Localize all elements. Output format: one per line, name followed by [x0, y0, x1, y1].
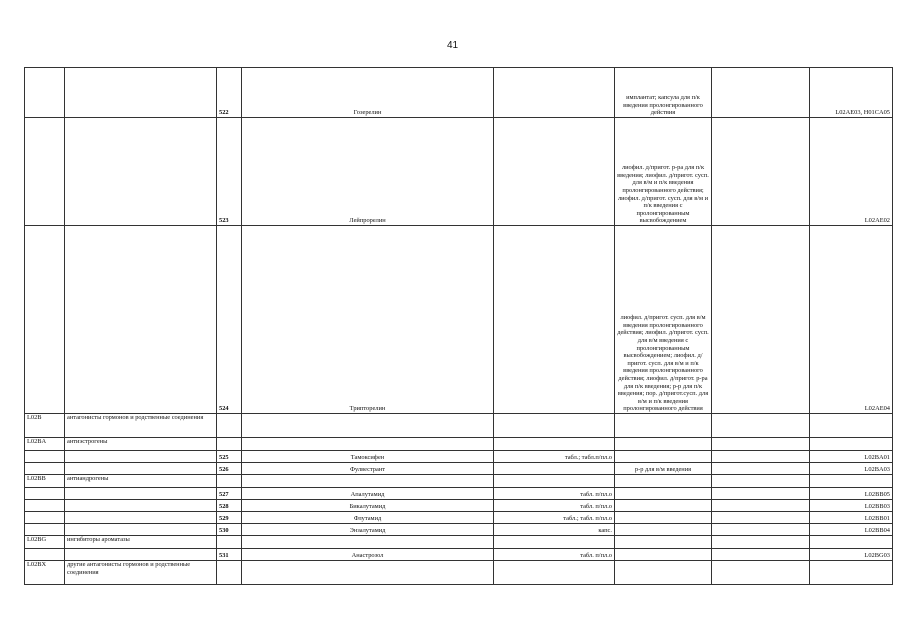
- table-row: [25, 524, 893, 536]
- empty-cell: [712, 488, 810, 500]
- row-number-cell: [217, 536, 242, 549]
- row-number-cell: 523: [217, 118, 242, 226]
- dosage-form-alt-cell: [615, 500, 712, 512]
- atc-code-cell: [25, 512, 65, 524]
- empty-cell: [712, 549, 810, 561]
- group-name-cell: [65, 524, 217, 536]
- dosage-form-alt-cell: лиофил. д/пригот. сусп. для в/м введения пролонгированного действия; лиофил. д/пригот. сусп. для в/м введения с пролонгированным высвобождением; лиофил. д/пригот. сусп. для в/м и п/к введения пролонгированного действия; лиофил. д/пригот. р-ра для п/к введения; р-р для п/к введения; пор. д/пригот.сусп. для в/м и п/к введения пролонгированного действия: [615, 226, 712, 414]
- dosage-form-alt-cell: [615, 488, 712, 500]
- atc-code-cell: [25, 500, 65, 512]
- drug-name-cell: Апалутамид: [242, 488, 494, 500]
- drug-name-cell: [242, 536, 494, 549]
- atc-code-cell: [25, 549, 65, 561]
- row-number-cell: 522: [217, 68, 242, 118]
- drug-name-cell: [242, 438, 494, 451]
- table-row: [25, 438, 893, 451]
- atc-code-cell: L02BX: [25, 561, 65, 585]
- dosage-form-cell: [494, 438, 615, 451]
- dosage-form-alt-cell: имплантат; капсула для п/к введения пролонгированного действия: [615, 68, 712, 118]
- row-number-cell: 526: [217, 463, 242, 475]
- row-number-cell: [217, 414, 242, 438]
- group-name-cell: [65, 451, 217, 463]
- empty-cell: [712, 68, 810, 118]
- atc-code-cell: L02BB: [25, 475, 65, 488]
- group-name-cell: [65, 500, 217, 512]
- dosage-form-cell: [494, 118, 615, 226]
- empty-cell: [712, 475, 810, 488]
- empty-cell: [712, 414, 810, 438]
- row-number-cell: 528: [217, 500, 242, 512]
- table-row: [25, 118, 893, 226]
- dosage-form-alt-cell: [615, 549, 712, 561]
- atc-reference-cell: L02AE02: [810, 118, 893, 226]
- table-row: [25, 500, 893, 512]
- group-name-cell: [65, 488, 217, 500]
- dosage-form-alt-cell: [615, 451, 712, 463]
- drug-name-cell: Анастрозол: [242, 549, 494, 561]
- atc-reference-cell: [810, 561, 893, 585]
- table-row: [25, 549, 893, 561]
- dosage-form-alt-cell: [615, 536, 712, 549]
- dosage-form-cell: [494, 463, 615, 475]
- dosage-form-alt-cell: р-р для в/м введения: [615, 463, 712, 475]
- row-number-cell: [217, 475, 242, 488]
- drug-name-cell: Флутамид: [242, 512, 494, 524]
- dosage-form-cell: [494, 561, 615, 585]
- row-number-cell: [217, 438, 242, 451]
- atc-code-cell: [25, 524, 65, 536]
- atc-code-cell: [25, 463, 65, 475]
- empty-cell: [712, 438, 810, 451]
- atc-reference-cell: [810, 414, 893, 438]
- atc-reference-cell: L02BA03: [810, 463, 893, 475]
- row-number-cell: 529: [217, 512, 242, 524]
- dosage-form-alt-cell: лиофил. д/пригот. р-ра для п/к введения; лиофил. д/пригот. сусп. для в/м и п/к введения пролонгированного действия; лиофил. д/пригот. сусп. для в/м и п/к введения с пролонгированным высвобождением: [615, 118, 712, 226]
- drug-name-cell: [242, 475, 494, 488]
- group-name-cell: [65, 226, 217, 414]
- row-number-cell: 525: [217, 451, 242, 463]
- drug-name-cell: [242, 561, 494, 585]
- dosage-form-cell: [494, 536, 615, 549]
- atc-reference-cell: L02BB01: [810, 512, 893, 524]
- dosage-form-cell: табл.; табл.п/пл.о: [494, 451, 615, 463]
- atc-code-cell: L02BG: [25, 536, 65, 549]
- atc-reference-cell: [810, 536, 893, 549]
- atc-code-cell: [25, 118, 65, 226]
- dosage-form-alt-cell: [615, 512, 712, 524]
- empty-cell: [712, 524, 810, 536]
- empty-cell: [712, 536, 810, 549]
- row-number-cell: 530: [217, 524, 242, 536]
- atc-code-cell: [25, 488, 65, 500]
- group-name-cell: [65, 463, 217, 475]
- drug-name-cell: Лейпрорелин: [242, 118, 494, 226]
- atc-reference-cell: L02BB03: [810, 500, 893, 512]
- empty-cell: [712, 226, 810, 414]
- table-row: [25, 488, 893, 500]
- empty-cell: [712, 463, 810, 475]
- atc-code-cell: L02B: [25, 414, 65, 438]
- group-name-cell: [65, 118, 217, 226]
- table-row: [25, 68, 893, 118]
- drug-name-cell: Энзалутамид: [242, 524, 494, 536]
- empty-cell: [712, 512, 810, 524]
- dosage-form-cell: табл. п/пл.о: [494, 500, 615, 512]
- drug-name-cell: [242, 414, 494, 438]
- empty-cell: [712, 451, 810, 463]
- group-name-cell: антагонисты гормонов и родственные соединения: [65, 414, 217, 438]
- group-name-cell: ингибиторы ароматазы: [65, 536, 217, 549]
- atc-reference-cell: L02BA01: [810, 451, 893, 463]
- group-name-cell: [65, 512, 217, 524]
- table-row: [25, 536, 893, 549]
- row-number-cell: 524: [217, 226, 242, 414]
- row-number-cell: 527: [217, 488, 242, 500]
- table-row: [25, 463, 893, 475]
- dosage-form-cell: [494, 68, 615, 118]
- dosage-form-cell: [494, 226, 615, 414]
- dosage-form-alt-cell: [615, 524, 712, 536]
- dosage-form-cell: [494, 414, 615, 438]
- atc-code-cell: L02BA: [25, 438, 65, 451]
- atc-reference-cell: L02BG03: [810, 549, 893, 561]
- dosage-form-alt-cell: [615, 561, 712, 585]
- empty-cell: [712, 500, 810, 512]
- atc-reference-cell: [810, 475, 893, 488]
- group-name-cell: [65, 549, 217, 561]
- dosage-form-cell: [494, 475, 615, 488]
- dosage-form-cell: табл. п/пл.о: [494, 549, 615, 561]
- dosage-form-cell: табл.; табл. п/пл.о: [494, 512, 615, 524]
- drug-name-cell: Бикалутамид: [242, 500, 494, 512]
- empty-cell: [712, 561, 810, 585]
- dosage-form-alt-cell: [615, 438, 712, 451]
- drug-table: [24, 67, 893, 585]
- empty-cell: [712, 118, 810, 226]
- table-row: [25, 451, 893, 463]
- dosage-form-alt-cell: [615, 475, 712, 488]
- atc-code-cell: [25, 451, 65, 463]
- table-row: [25, 512, 893, 524]
- group-name-cell: антиандрогены: [65, 475, 217, 488]
- drug-name-cell: Трипторелин: [242, 226, 494, 414]
- atc-reference-cell: L02AE03, H01CA05: [810, 68, 893, 118]
- table-row: [25, 226, 893, 414]
- table-row: [25, 561, 893, 585]
- table-row: [25, 414, 893, 438]
- drug-name-cell: Гозерелин: [242, 68, 494, 118]
- group-name-cell: антиэстрогены: [65, 438, 217, 451]
- group-name-cell: другие антагонисты гормонов и родственные соединения: [65, 561, 217, 585]
- drug-name-cell: Тамоксифен: [242, 451, 494, 463]
- atc-reference-cell: [810, 438, 893, 451]
- dosage-form-cell: табл. п/пл.о: [494, 488, 615, 500]
- dosage-form-cell: капс.: [494, 524, 615, 536]
- table-row: [25, 475, 893, 488]
- atc-code-cell: [25, 68, 65, 118]
- group-name-cell: [65, 68, 217, 118]
- dosage-form-alt-cell: [615, 414, 712, 438]
- atc-reference-cell: L02AE04: [810, 226, 893, 414]
- page-number: 41: [446, 40, 459, 51]
- drug-name-cell: Фулвестрант: [242, 463, 494, 475]
- row-number-cell: 531: [217, 549, 242, 561]
- atc-code-cell: [25, 226, 65, 414]
- row-number-cell: [217, 561, 242, 585]
- atc-reference-cell: L02BB05: [810, 488, 893, 500]
- atc-reference-cell: L02BB04: [810, 524, 893, 536]
